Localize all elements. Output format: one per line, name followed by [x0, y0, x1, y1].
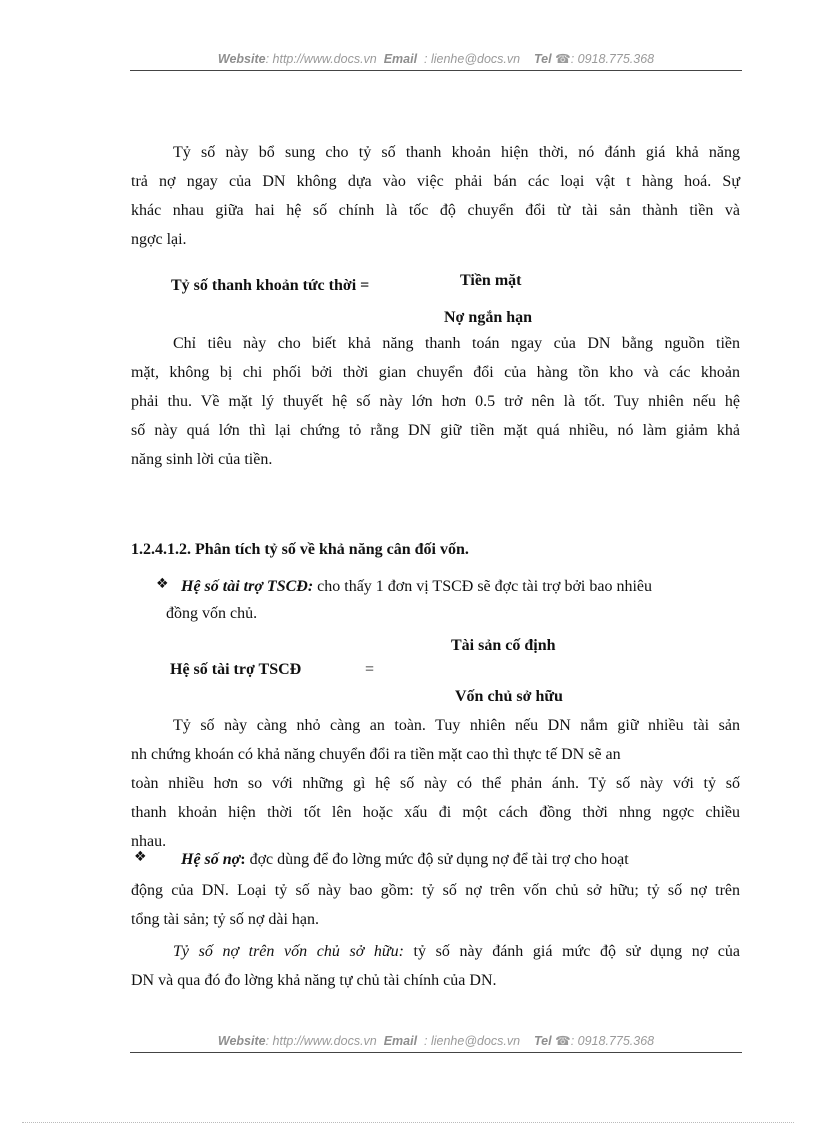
- text-line: thanh khoản hiện thời tốt lên hoặc xấu đi một cách đồng thời nhng ngợc chiều: [131, 804, 740, 821]
- footer-website-label: Website: [217, 1034, 266, 1048]
- paragraph-1: [131, 138, 740, 254]
- bullet-1-line-1: [181, 578, 652, 596]
- bullet-1-line-2: đồng vốn chủ.: [166, 605, 258, 622]
- text-line: tổng tài sản; tỷ số nợ dài hạn.: [131, 911, 319, 928]
- header-email-label: Email: [383, 52, 418, 66]
- text-line: nhau.: [131, 833, 167, 850]
- bullet-2-term: Hệ số nợ: [181, 851, 241, 868]
- footer-tel-label: Tel: [534, 1034, 552, 1048]
- header-tel-label: Tel: [534, 52, 552, 66]
- footer-email-value[interactable]: : lienhe@docs.vn: [424, 1034, 521, 1048]
- formula-1-label: Tỷ số thanh khoản tức thời =: [171, 277, 370, 294]
- bullet-2-continuation: [131, 876, 740, 934]
- paragraph-2: [131, 329, 740, 474]
- text-line: phải thu. Về mặt lý thuyết hệ số này lớn hơn 0.5 trở nên là tốt. Tuy nhiên nếu hệ: [131, 393, 740, 410]
- formula-2-equals: =: [365, 661, 375, 678]
- text-line: trả nợ ngay của DN không dựa vào việc phải bán các loại vật t hàng hoá. Sự: [131, 173, 740, 190]
- paragraph-4: [131, 937, 740, 995]
- header-email-value[interactable]: : lienhe@docs.vn: [424, 52, 521, 66]
- bullet-1-text: cho thấy 1 đơn vị TSCĐ sẽ đợc tài trợ bởi bao nhiêu: [313, 578, 652, 595]
- text-line: Tỷ số nợ trên vốn chủ sở hữu: tỷ số này đánh giá mức độ sử dụng nợ của: [173, 943, 741, 960]
- footer-tel-value: : 0918.775.368: [570, 1034, 655, 1048]
- formula-2-label: Hệ số tài trợ TSCĐ: [170, 661, 302, 678]
- page-header: [130, 51, 742, 66]
- page-footer: [130, 1033, 742, 1048]
- text-line: Tỷ số này bổ sung cho tỷ số thanh khoản hiện thời, nó đánh giá khả năng: [173, 144, 740, 161]
- text-line: số này quá lớn thì lại chứng tỏ rằng DN giữ tiền mặt quá nhiều, nó làm giảm khả: [131, 422, 740, 439]
- paragraph-4-term: Tỷ số nợ trên vốn chủ sở hữu:: [173, 943, 404, 960]
- diamond-bullet-icon: ❖: [134, 849, 147, 865]
- bullet-2-line-1: Hệ số nợ: đợc dùng để đo lờng mức độ sử dụng nợ để tài trợ cho hoạt: [181, 851, 629, 868]
- text-line: mặt, không bị chi phối bởi thời gian chuyển đổi của hàng tồn kho và các khoản: [131, 364, 740, 381]
- header-website-label: Website: [217, 52, 266, 66]
- text-line: năng sinh lời của tiền.: [131, 451, 273, 468]
- header-website-value[interactable]: : http://www.docs.vn: [265, 52, 377, 66]
- footer-divider: [130, 1052, 742, 1053]
- header-divider: [130, 70, 742, 71]
- formula-1-numerator: Tiền mặt: [460, 272, 522, 289]
- text-line: Chỉ tiêu này cho biết khả năng thanh toán ngay của DN bằng nguồn tiền: [173, 335, 740, 352]
- paragraph-3: [131, 711, 740, 856]
- text-line: DN và qua đó đo lờng khả năng tự chủ tài chính của DN.: [131, 972, 497, 989]
- formula-2-numerator: Tài sản cố định: [451, 637, 556, 654]
- formula-2-denominator: Vốn chủ sở hữu: [455, 688, 563, 705]
- text-line: Tỷ số này càng nhỏ càng an toàn. Tuy nhiên nếu DN nắm giữ nhiều tài sản: [173, 717, 740, 734]
- header-tel-value: : 0918.775.368: [570, 52, 655, 66]
- footer-website-value[interactable]: : http://www.docs.vn: [265, 1034, 377, 1048]
- text-line: khác nhau giữa hai hệ số chính là tốc độ chuyển đổi từ tài sản thành tiền và: [131, 202, 740, 219]
- formula-1-denominator: Nợ ngắn hạn: [444, 309, 533, 326]
- footer-email-label: Email: [383, 1034, 418, 1048]
- phone-icon: ☎: [555, 1034, 571, 1048]
- text-line: toàn nhiều hơn so với những gì hệ số này có thể phản ánh. Tỷ số này với tỷ số: [131, 775, 740, 792]
- phone-icon: ☎: [555, 52, 571, 66]
- section-heading: 1.2.4.1.2. Phân tích tỷ số về khả năng cân đối vốn.: [131, 541, 469, 558]
- text-line: nh chứng khoán có khả năng chuyển đổi ra tiền mặt cao thì thực tế DN sẽ an: [131, 746, 621, 763]
- text-line: ngợc lại.: [131, 231, 187, 248]
- bullet-2-text: đợc dùng để đo lờng mức độ sử dụng nợ để tài trợ cho hoạt: [245, 851, 629, 868]
- diamond-bullet-icon: ❖: [156, 576, 169, 592]
- bullet-1-term: Hệ số tài trợ TSCĐ:: [181, 578, 314, 595]
- text-line: động của DN. Loại tỷ số này bao gồm: tỷ số nợ trên vốn chủ sở hữu; tỷ số nợ trên: [131, 882, 740, 899]
